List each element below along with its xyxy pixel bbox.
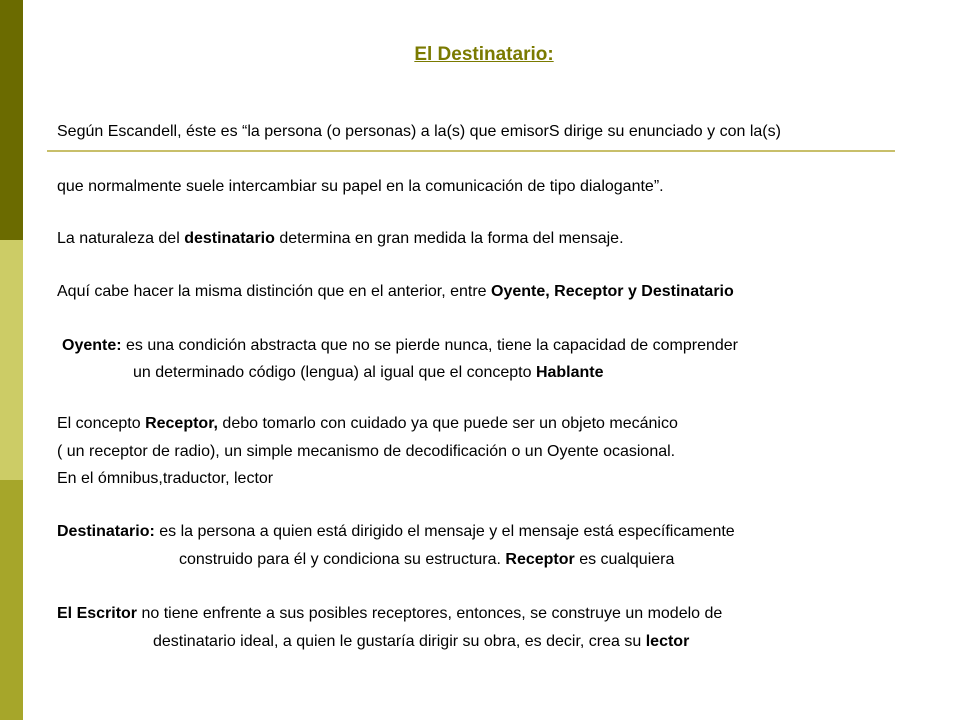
paragraph-line-3: La naturaleza del destinatario determina en gran medida la forma del mensaje. (57, 230, 624, 247)
slide-title: El Destinatario: (414, 44, 554, 65)
paragraph-line-oyente: Oyente: es una condición abstracta que no se pierde nunca, tiene la capacidad de comprender (62, 337, 738, 354)
bold-oyente: Oyente: (62, 337, 122, 354)
bold-destinatario: destinatario (184, 230, 275, 247)
bold-escritor: El Escritor (57, 605, 138, 622)
paragraph-line-receptor-3: En el ómnibus,traductor, lector (57, 470, 274, 487)
decorative-bar-middle (0, 240, 23, 480)
paragraph-line-escritor: El Escritor no tiene enfrente a sus posibles receptores, entonces, se construye un modelo de (57, 605, 723, 622)
bold-terms: Oyente, Receptor y Destinatario (491, 283, 734, 300)
paragraph-line-destinatario: Destinatario: es la persona a quien está dirigido el mensaje y el mensaje está específicamente (57, 523, 735, 540)
divider-rule (47, 150, 895, 152)
paragraph-line-oyente-2: un determinado código (lengua) al igual que el concepto Hablante (133, 364, 604, 381)
paragraph-line-2: que normalmente suele intercambiar su papel en la comunicación de tipo dialogante”. (57, 178, 664, 195)
bold-hablante: Hablante (535, 364, 604, 381)
bold-receptor-2: Receptor (505, 551, 575, 568)
paragraph-line-4: Aquí cabe hacer la misma distinción que en el anterior, entre Oyente, Receptor y Destinatario (57, 283, 734, 300)
decorative-bar-bottom (0, 480, 23, 720)
paragraph-line-escritor-2: destinatario ideal, a quien le gustaría dirigir su obra, es decir, crea su lector (153, 633, 690, 650)
paragraph-line-receptor-2: ( un receptor de radio), un simple mecanismo de decodificación o un Oyente ocasional. (57, 443, 676, 460)
paragraph-line-destinatario-2: construido para él y condiciona su estructura. Receptor es cualquiera (179, 551, 675, 568)
decorative-bar-top (0, 0, 23, 240)
bold-receptor: Receptor, (145, 415, 218, 432)
paragraph-line-1: Según Escandell, éste es “la persona (o personas) a la(s) que emisorS dirige su enunciado y con la(s) (57, 123, 781, 140)
paragraph-line-receptor: El concepto Receptor, debo tomarlo con cuidado ya que puede ser un objeto mecánico (57, 415, 678, 432)
bold-destinatario-def: Destinatario: (57, 523, 155, 540)
bold-lector: lector (645, 633, 690, 650)
